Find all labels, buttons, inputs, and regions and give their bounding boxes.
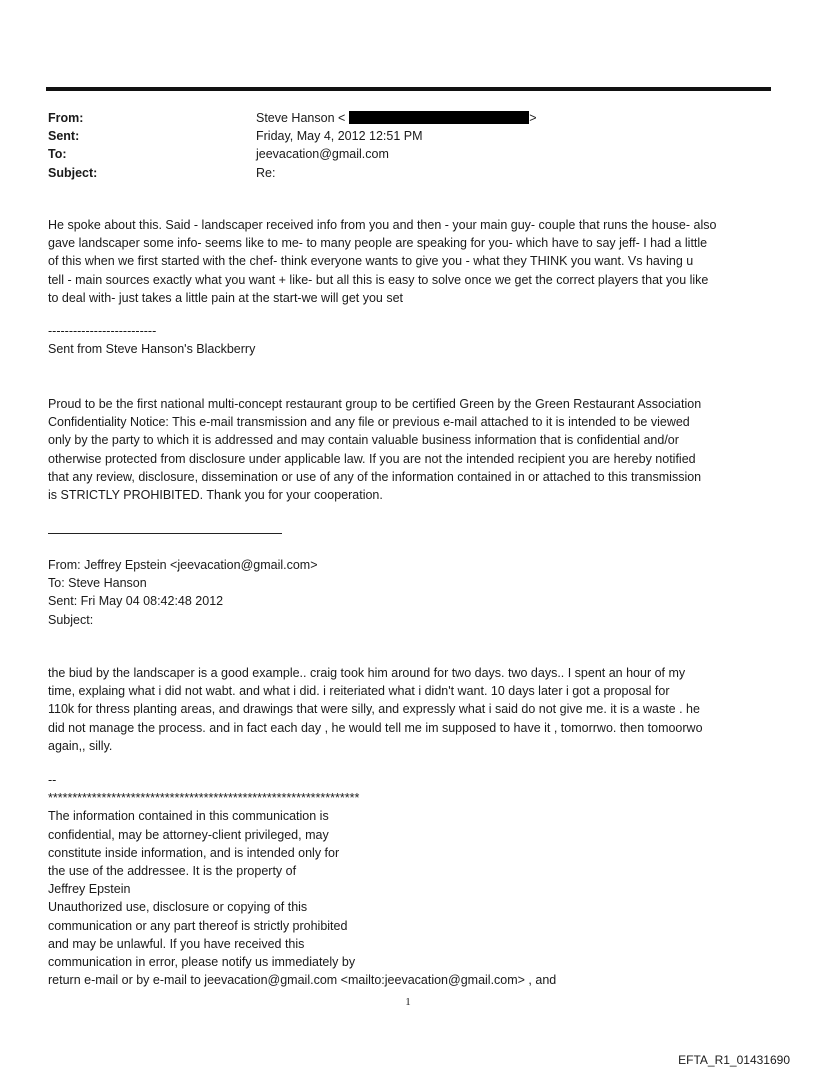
email-header: [48, 109, 537, 182]
quoted-to: To: Steve Hanson: [48, 576, 147, 591]
quoted-subject: Subject:: [48, 612, 94, 627]
quoted-line: did not manage the process. and in fact each day , he would tell me im supposed to have it , tomorrwo. then tomoorwo: [48, 720, 703, 735]
redaction-box: [349, 111, 529, 124]
disclaimer-line: the use of the addressee. It is the property of: [48, 864, 297, 879]
bates-number: EFTA_R1_01431690: [678, 1053, 790, 1067]
body-line: tell - main sources exactly what you want + like- but all this is easy to solve once we get the correct players that you like: [48, 272, 709, 287]
disclaimer-sep: --: [48, 773, 57, 787]
quoted-line: time, explaing what i did not wabt. and what i did. i reiteriated what i didn't want. 10 days later i got a proposal for: [48, 684, 670, 699]
page-number: 1: [405, 996, 411, 1008]
body-line: He spoke about this. Said - landscaper received info from you and then - your main guy- couple that runs the house- also: [48, 218, 717, 232]
sent-row: [48, 127, 537, 145]
disclaimer-line: return e-mail or by e-mail to jeevacation@gmail.com <mailto:jeevacation@gmail.com> , and: [48, 973, 557, 988]
disclaimer-line: communication or any part thereof is strictly prohibited: [48, 918, 348, 933]
subject-row: [48, 164, 537, 182]
body-line: of this when we first started with the chef- think everyone wants to give you - what they THINK you want. Vs having u: [48, 254, 694, 269]
disclaimer-line: constitute inside information, and is intended only for: [48, 845, 340, 860]
from-tail: >: [529, 111, 537, 125]
signature-dashes: --------------------------: [48, 324, 157, 338]
notice-line: is STRICTLY PROHIBITED. Thank you for your cooperation.: [48, 488, 383, 503]
quoted-line: 110k for thress planting areas, and drawings that were silly, and expressly what i said do not give me. it is a waste . he: [48, 702, 700, 717]
to-row: [48, 145, 537, 163]
to-label: To:: [48, 147, 67, 162]
quote-separator-rule: [48, 533, 282, 534]
body-line: to deal with- just takes a little pain at the start-we will get you set: [48, 290, 404, 305]
quoted-line: the biud by the landscaper is a good example.. craig took him around for two days. two days.. I spent an hour of my: [48, 666, 686, 680]
notice-line: Confidentiality Notice: This e-mail transmission and any file or previous e-mail attached to it is intended to be viewed: [48, 415, 690, 430]
disclaimer-line: Unauthorized use, disclosure or copying of this: [48, 900, 308, 915]
confidentiality-notice: [48, 395, 773, 504]
header-rule: [46, 87, 771, 91]
signature: [48, 322, 773, 358]
from-row: [48, 109, 537, 127]
body-line: gave landscaper some info- seems like to me- to many people are speaking for you- which have to say jeff- I had a little: [48, 236, 708, 251]
disclaimer-line: and may be unlawful. If you have received this: [48, 936, 305, 951]
message-body: [48, 216, 773, 307]
from-value: Steve Hanson <: [256, 111, 346, 125]
disclaimer: [48, 771, 773, 989]
disclaimer-line: The information contained in this communication is: [48, 809, 329, 824]
sent-value: Friday, May 4, 2012 12:51 PM: [256, 129, 423, 144]
to-value: jeevacation@gmail.com: [256, 147, 389, 162]
notice-line: that any review, disclosure, dissemination or use of any of the information contained in or attached to this transmission: [48, 469, 702, 484]
quoted-from: From: Jeffrey Epstein <jeevacation@gmail.com>: [48, 558, 318, 572]
signature-line: Sent from Steve Hanson's Blackberry: [48, 342, 256, 357]
notice-line: only by the party to which it is addressed and may contain valuable business information that is confidential and/or: [48, 433, 679, 448]
sent-label: Sent:: [48, 129, 80, 144]
quoted-body: [48, 664, 773, 755]
subject-value: Re:: [256, 165, 276, 180]
quoted-sent: Sent: Fri May 04 08:42:48 2012: [48, 594, 224, 609]
subject-label: Subject:: [48, 165, 98, 180]
from-label: From:: [48, 111, 84, 125]
disclaimer-line: Jeffrey Epstein: [48, 882, 131, 897]
disclaimer-line: confidential, may be attorney-client privileged, may: [48, 827, 329, 842]
disclaimer-line: communication in error, please notify us immediately by: [48, 955, 356, 970]
notice-line: otherwise protected from disclosure under applicable law. If you are not the intended recipient you are hereby notified: [48, 451, 696, 466]
quoted-header: [48, 556, 773, 629]
quoted-line: again,, silly.: [48, 738, 113, 753]
notice-line: Proud to be the first national multi-concept restaurant group to be certified Green by the Green Restaurant Association: [48, 397, 702, 411]
disclaimer-stars: ****************************************************************: [48, 791, 360, 806]
